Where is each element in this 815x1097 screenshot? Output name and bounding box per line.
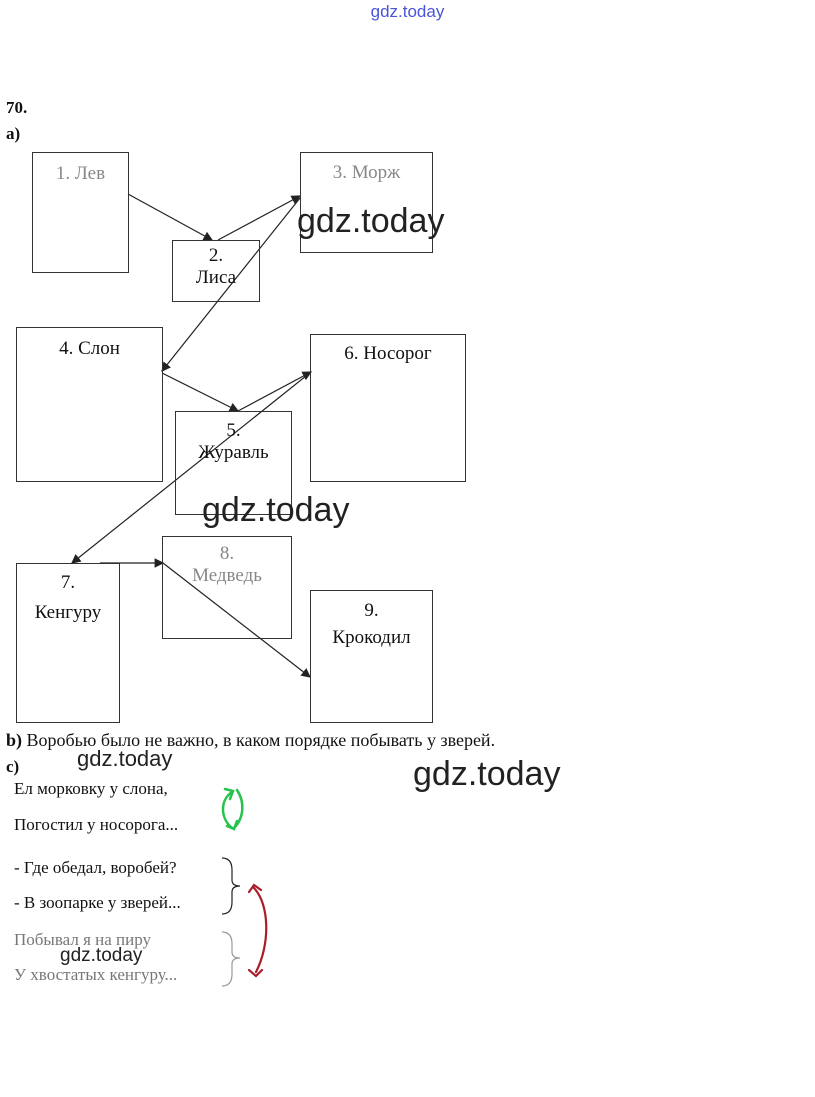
box-bear-label: 8. Медведь: [192, 543, 262, 586]
part-c-label: c): [6, 757, 20, 776]
watermark-2: gdz.today: [202, 491, 350, 529]
verse-line-6: У хвостатых кенгуру...: [14, 965, 178, 984]
part-b-label: b): [6, 730, 23, 750]
box-lion-label: 1. Лев: [55, 163, 106, 184]
watermark-3: gdz.today: [77, 746, 173, 771]
green-swap-arrow-icon: [223, 789, 242, 829]
verse-line-3: - Где обедал, воробей?: [14, 858, 177, 877]
verse-line-5: Побывал я на пиру: [14, 930, 152, 949]
verse-line-4: - В зоопарке у зверей...: [14, 893, 181, 912]
brace-lower-icon: [222, 932, 240, 986]
verse-line-2: Погостил у носорога...: [14, 815, 179, 834]
box-elephant-label: 4. Слон: [59, 338, 120, 359]
task-number: 70.: [6, 98, 28, 117]
box-fox-label: 2. Лиса: [195, 245, 237, 288]
watermark-5: gdz.today: [60, 945, 143, 966]
brace-upper-icon: [222, 858, 240, 914]
box-walrus-label: 3. Морж: [332, 162, 401, 183]
box-crocodile-label: 9. Крокодил: [332, 600, 411, 648]
watermark-4: gdz.today: [413, 755, 561, 793]
box-kangaroo-label: 7. Кенгуру: [34, 572, 102, 623]
red-swap-arrow-icon: [249, 885, 266, 976]
top-watermark: gdz.today: [370, 2, 445, 21]
box-rhino-label: 6. Носорог: [344, 343, 432, 364]
box-crane-label: 5. Журавль: [198, 420, 269, 463]
watermark-1: gdz.today: [297, 202, 445, 240]
verse-line-1: Ел морковку у слона,: [14, 779, 168, 798]
part-b-text: Воробью было не важно, в каком порядке побывать у зверей.: [26, 730, 496, 750]
part-a-label: a): [6, 124, 21, 143]
